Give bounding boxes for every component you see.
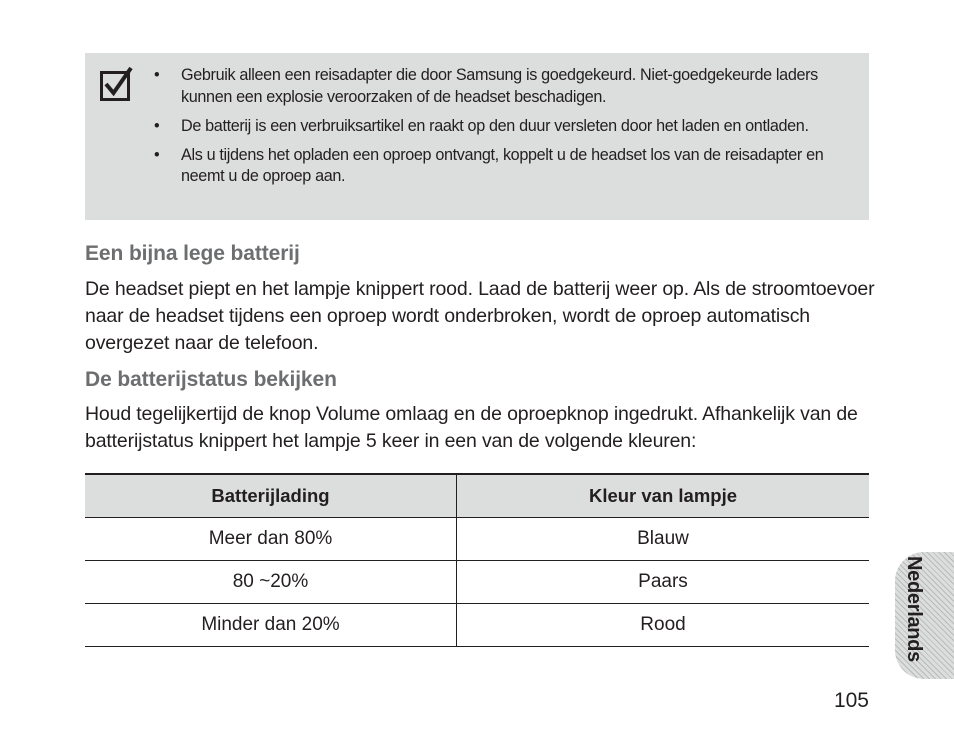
bullet: • [154,145,160,164]
note-item [152,145,864,188]
note-item [152,65,864,108]
language-side-tab [895,552,954,679]
bullet: • [154,116,160,135]
table-cell: Minder dan 20% [85,604,457,647]
table-header-row [85,474,869,518]
section-heading-battery-status: De batterijstatus bekijken [85,368,337,391]
table-row [85,518,869,561]
checkbox-check-icon [100,67,134,101]
note-box [85,53,869,220]
table-header-cell: Batterijlading [85,474,457,518]
note-text: Als u tijdens het opladen een oproep ontvangt, koppelt u de headset los van de reisadapter en neemt u de oproep aan. [181,145,824,185]
note-text: De batterij is een verbruiksartikel en raakt op den duur versleten door het laden en ontladen. [181,116,809,135]
page-number: 105 [833,689,869,712]
section-body-battery-status: Houd tegelijkertijd de knop Volume omlaag en de oproepknop ingedrukt. Afhankelijk van de batterijstatus knippert het lampje 5 keer in een van de volgende kleuren: [85,403,858,452]
note-list [152,65,864,195]
battery-status-table [85,473,869,647]
table-row [85,604,869,647]
table-cell: Paars [457,561,870,604]
section-heading-low-battery: Een bijna lege batterij [85,242,300,265]
bullet: • [154,66,160,84]
language-side-tab-label: Nederlands [903,556,925,662]
table-cell: Blauw [457,518,870,561]
table-cell: Rood [457,604,870,647]
table-cell: Meer dan 80% [85,518,457,561]
table-cell: 80 ~20% [85,561,457,604]
table-header-cell: Kleur van lampje [457,474,870,518]
note-text: Gebruik alleen een reisadapter die door Samsung is goedgekeurd. Niet-goedgekeurde laders kunnen een explosie veroorzaken of de headset beschadigen. [181,66,818,106]
section-body-low-battery: De headset piept en het lampje knippert rood. Laad de batterij weer op. Als de stroomtoevoer naar de headset tijdens een oproep wordt onderbroken, wordt de oproep automatisch overgezet naar de telefoon. [85,278,875,354]
table-row [85,561,869,604]
note-item [152,116,864,138]
